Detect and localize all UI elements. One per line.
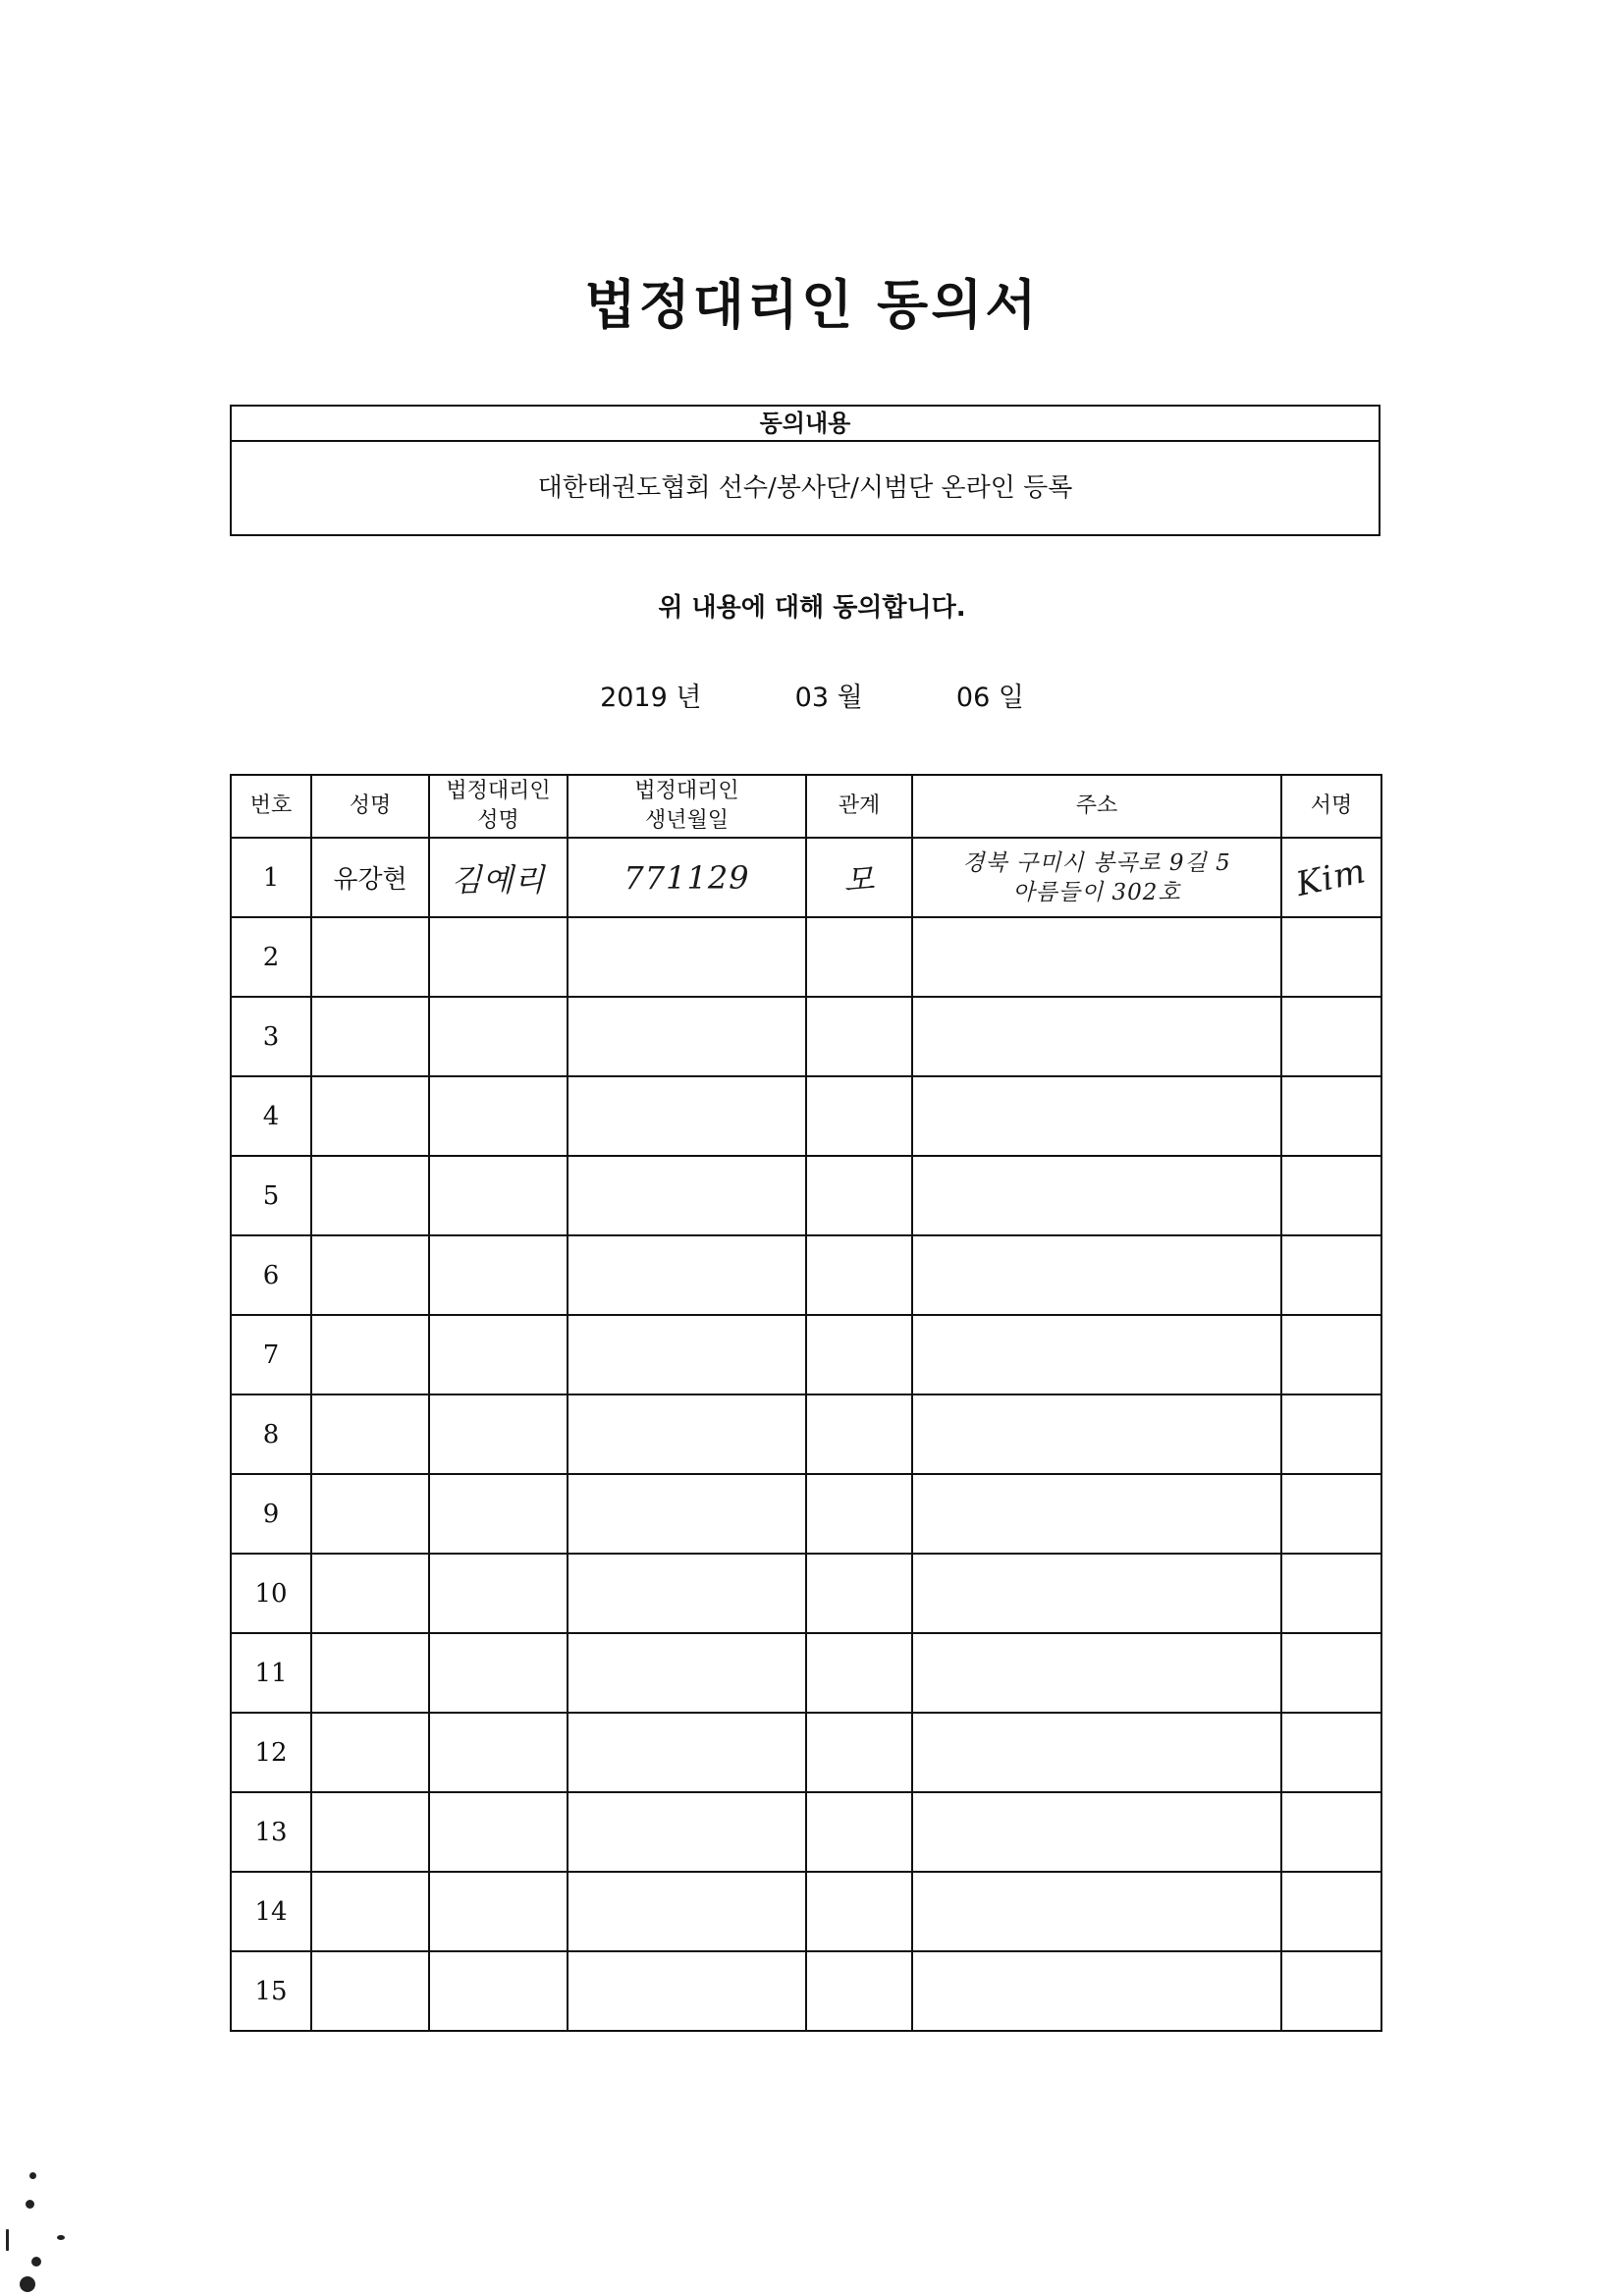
cell-relation [806, 1951, 912, 2031]
cell-no [231, 1474, 311, 1554]
cell-guardian-birth-text: 771129 [623, 858, 750, 897]
cell-guardian-name [429, 1315, 568, 1394]
cell-relation [806, 1633, 912, 1713]
cell-guardian-birth [568, 1633, 806, 1713]
cell-no [231, 1951, 311, 2031]
cell-signature [1281, 1394, 1381, 1474]
cell-address [912, 1713, 1281, 1792]
header-guardian-birth [568, 775, 806, 838]
header-address: 주소 [912, 775, 1281, 838]
cell-signature [1281, 917, 1381, 997]
cell-no [231, 1076, 311, 1156]
cell-guardian-birth [568, 1156, 806, 1235]
cell-signature [1281, 1872, 1381, 1951]
cell-no-text: 11 [254, 1658, 288, 1688]
header-no: 번호 [231, 775, 311, 838]
cell-no [231, 1713, 311, 1792]
cell-guardian-birth [568, 1792, 806, 1872]
cell-relation [806, 838, 912, 917]
cell-signature-text: Kim [1292, 850, 1371, 904]
cell-name [311, 1156, 429, 1235]
cell-guardian-birth [568, 1474, 806, 1554]
header-guardian-name-line2: 성명 [477, 808, 519, 833]
cell-no [231, 997, 311, 1076]
cell-guardian-name [429, 997, 568, 1076]
cell-guardian-name [429, 1872, 568, 1951]
cell-no [231, 917, 311, 997]
table-row [231, 997, 1381, 1076]
cell-no [231, 1315, 311, 1394]
cell-relation [806, 1076, 912, 1156]
cell-guardian-birth [568, 1315, 806, 1394]
cell-guardian-birth [568, 917, 806, 997]
cell-guardian-birth [568, 838, 806, 917]
table-row [231, 1156, 1381, 1235]
cell-no-text: 2 [262, 942, 280, 972]
cell-signature [1281, 1156, 1381, 1235]
table-header-row [231, 775, 1381, 838]
table-row [231, 1474, 1381, 1554]
cell-address [912, 838, 1281, 917]
cell-name [311, 1554, 429, 1633]
cell-name [311, 1235, 429, 1315]
scan-speck [6, 2229, 9, 2251]
cell-name [311, 1394, 429, 1474]
cell-address [912, 1156, 1281, 1235]
cell-no-text: 7 [262, 1339, 280, 1370]
cell-no-text: 9 [262, 1499, 280, 1529]
table-row [231, 1076, 1381, 1156]
cell-address [912, 917, 1281, 997]
table-row [231, 838, 1381, 917]
cell-relation [806, 1394, 912, 1474]
cell-relation-text: 모 [841, 859, 877, 900]
cell-no-text: 5 [262, 1180, 280, 1211]
cell-guardian-name [429, 838, 568, 917]
cell-guardian-birth [568, 1076, 806, 1156]
cell-address [912, 1633, 1281, 1713]
cell-guardian-birth [568, 1713, 806, 1792]
scan-speck [26, 2200, 34, 2209]
cell-no [231, 1156, 311, 1235]
consent-box [230, 405, 1380, 536]
cell-guardian-birth [568, 1235, 806, 1315]
header-name: 성명 [311, 775, 429, 838]
cell-relation [806, 917, 912, 997]
date-month-unit: 월 [837, 683, 863, 713]
cell-guardian-name [429, 1792, 568, 1872]
cell-no-text: 6 [262, 1260, 280, 1290]
table-row [231, 1792, 1381, 1872]
consent-header: 동의내용 [232, 407, 1379, 442]
table-row [231, 1315, 1381, 1394]
table-row [231, 1554, 1381, 1633]
cell-address [912, 1951, 1281, 2031]
cell-no [231, 1792, 311, 1872]
cell-no-text: 12 [254, 1737, 288, 1768]
cell-no [231, 1394, 311, 1474]
cell-no-text: 8 [262, 1419, 280, 1449]
cell-relation [806, 1315, 912, 1394]
cell-name [311, 1872, 429, 1951]
table-row [231, 1235, 1381, 1315]
cell-signature [1281, 1554, 1381, 1633]
cell-signature [1281, 1951, 1381, 2031]
cell-no [231, 1872, 311, 1951]
cell-address [912, 997, 1281, 1076]
cell-guardian-name [429, 1713, 568, 1792]
cell-name [311, 1315, 429, 1394]
cell-address [912, 1315, 1281, 1394]
cell-address-line: 아름들이 302호 [1012, 879, 1181, 905]
scan-speck [20, 2276, 35, 2292]
cell-address [912, 1474, 1281, 1554]
table-row [231, 1872, 1381, 1951]
cell-name [311, 1792, 429, 1872]
cell-no [231, 1633, 311, 1713]
cell-signature [1281, 1315, 1381, 1394]
cell-guardian-name [429, 1394, 568, 1474]
header-guardian-name-line1: 법정대리인 [446, 779, 551, 803]
table-row [231, 1951, 1381, 2031]
cell-guardian-name [429, 1951, 568, 2031]
table-row [231, 1394, 1381, 1474]
cell-name-text: 유강현 [333, 865, 407, 895]
cell-relation [806, 1713, 912, 1792]
cell-address [912, 1872, 1281, 1951]
cell-no-text: 4 [262, 1101, 280, 1131]
cell-guardian-name [429, 1554, 568, 1633]
date-year-unit: 년 [676, 683, 702, 713]
cell-address [912, 1394, 1281, 1474]
cell-signature [1281, 1792, 1381, 1872]
cell-signature [1281, 838, 1381, 917]
header-signature: 서명 [1281, 775, 1381, 838]
cell-address [912, 1076, 1281, 1156]
cell-guardian-birth [568, 1394, 806, 1474]
cell-name [311, 1713, 429, 1792]
cell-signature [1281, 1474, 1381, 1554]
cell-guardian-name [429, 1474, 568, 1554]
header-guardian-birth-line1: 법정대리인 [634, 779, 739, 803]
cell-no-text: 1 [262, 862, 280, 893]
header-guardian-birth-line2: 생년월일 [644, 808, 729, 833]
cell-address-line: 경북 구미시 봉곡로 9길 5 [962, 849, 1231, 876]
cell-guardian-birth [568, 997, 806, 1076]
document-title: 법정대리인 동의서 [584, 274, 1040, 336]
cell-relation [806, 1554, 912, 1633]
cell-signature [1281, 1235, 1381, 1315]
cell-address [912, 1554, 1281, 1633]
cell-address [912, 1792, 1281, 1872]
cell-no-text: 14 [254, 1896, 288, 1927]
cell-guardian-name-text: 김예리 [451, 860, 546, 899]
cell-name [311, 1633, 429, 1713]
cell-guardian-name [429, 917, 568, 997]
cell-guardian-name [429, 1633, 568, 1713]
date-day: 06 [955, 683, 991, 713]
cell-guardian-birth [568, 1554, 806, 1633]
cell-no [231, 1554, 311, 1633]
cell-relation [806, 1156, 912, 1235]
guardian-table [230, 774, 1382, 2032]
cell-relation [806, 1474, 912, 1554]
table-row [231, 917, 1381, 997]
cell-no-text: 10 [254, 1578, 288, 1609]
cell-name [311, 1474, 429, 1554]
cell-name [311, 1951, 429, 2031]
table-row [231, 1633, 1381, 1713]
cell-relation [806, 1235, 912, 1315]
scan-speck [31, 2257, 41, 2267]
cell-guardian-name [429, 1076, 568, 1156]
cell-relation [806, 1792, 912, 1872]
cell-guardian-birth [568, 1872, 806, 1951]
table-row [231, 1713, 1381, 1792]
cell-guardian-name [429, 1235, 568, 1315]
cell-no [231, 838, 311, 917]
scan-speck [29, 2172, 36, 2179]
cell-signature [1281, 1076, 1381, 1156]
cell-signature [1281, 1713, 1381, 1792]
cell-relation [806, 997, 912, 1076]
cell-address [912, 1235, 1281, 1315]
cell-signature [1281, 997, 1381, 1076]
header-guardian-name [429, 775, 568, 838]
agree-statement: 위 내용에 대해 동의합니다. [658, 593, 966, 623]
cell-name [311, 838, 429, 917]
cell-name [311, 917, 429, 997]
date-day-unit: 일 [998, 683, 1024, 713]
cell-guardian-name [429, 1156, 568, 1235]
cell-signature [1281, 1633, 1381, 1713]
cell-name [311, 1076, 429, 1156]
date-month: 03 [794, 683, 830, 713]
date-row [0, 676, 1624, 714]
cell-name [311, 997, 429, 1076]
cell-no-text: 15 [254, 1976, 288, 2006]
header-relation: 관계 [806, 775, 912, 838]
cell-no-text: 13 [254, 1817, 288, 1847]
consent-content: 대한태권도협회 선수/봉사단/시범단 온라인 등록 [537, 473, 1073, 503]
cell-guardian-birth [568, 1951, 806, 2031]
scan-speck [57, 2235, 65, 2240]
cell-relation [806, 1872, 912, 1951]
cell-no [231, 1235, 311, 1315]
cell-no-text: 3 [262, 1021, 280, 1052]
date-year: 2019 [600, 683, 668, 713]
